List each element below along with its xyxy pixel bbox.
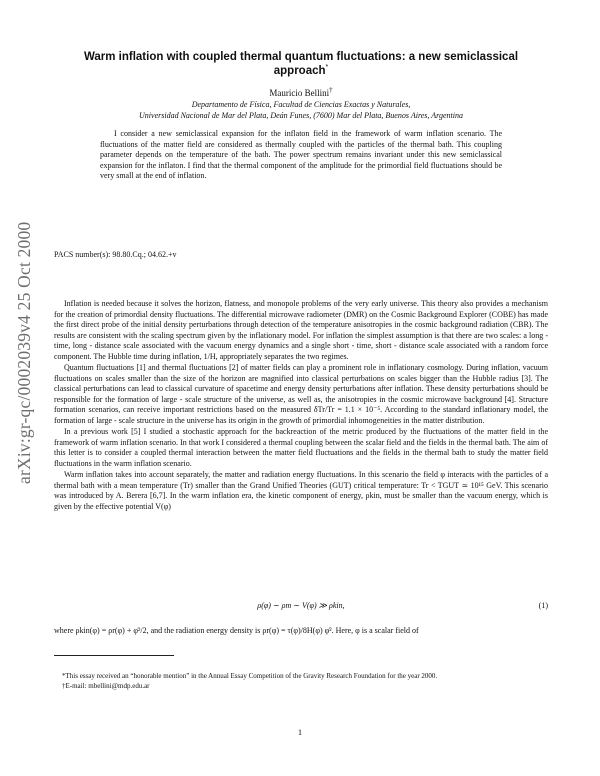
paragraph: Quantum fluctuations [1] and thermal fluctuations [2] of matter fields can play a prominent role in inflationary cosmology. During inflation, vacuum fluctuations on scales smaller than the size of the horizon are magnified into classical perturbations on scales bigger than the Hubble radius [3]. The classical perturbations can lead to classical curvature of spacetime and energy density perturbations after inflation. These density perturbations should be responsible for the formation of large - scale structure of the universe, as well as, the anisotropies in the cosmic microwave background [4]. Structure formation scenarios, can receive important restrictions based on the measured δTr/Tr = 1.1 × 10⁻⁵. According to the standard inflationary model, the formation of large - scale structure in the universe has its origin in the growth of primordial inhomogeneities in the matter distribution. <box>54 363 548 425</box>
paragraph: Warm inflation takes into account separately, the matter and radiation energy fluctuations. In this scenario the field φ interacts with the particles of a thermal bath with a mean temperature (Tr) smaller than the Grand Unified Theories (GUT) critical temperature: Tr < TGUT ≃ 10¹⁵ GeV. This scenario was introduced by A. Berera [6,7]. In the warm inflation era, the kinetic component of energy, ρkin, must be smaller than the vacuum energy, which is given by the effective potential V(φ) <box>54 470 548 511</box>
equation-number: (1) <box>538 601 548 610</box>
footnotes <box>54 672 548 691</box>
title-line-2: approach* <box>273 64 329 77</box>
arxiv-identifier: arXiv:gr-qc/0002039v4 25 Oct 2000 <box>14 221 34 484</box>
footnote-divider <box>54 655 174 656</box>
pacs-numbers: PACS number(s): 98.80.Cq.; 04.62.+v <box>54 250 177 259</box>
abstract: I consider a new semiclassical expansion for the inflaton field in the framework of warm inflation scenario. The fluctuations of the matter field are considered as thermally coupled with the particles of the thermal bath. This coupling parameter depends on the temperature of the bath. The power spectrum remains invariant under this new semiclassical expansion for the inflaton. I find that the thermal component of the amplitude for the primordial field fluctuations should be very small at the end of inflation. <box>100 129 502 181</box>
footnote-email: †E-mail: mbellini@mdp.edu.ar <box>62 681 150 690</box>
paper-title <box>60 50 542 78</box>
author-footnote-mark: † <box>329 86 333 94</box>
title-footnote-mark: * <box>325 64 329 72</box>
equation-1 <box>54 601 548 613</box>
footnote-essay: *This essay received an “honorable mention” in the Annual Essay Competition of the Gravity Research Foundation for the year 2000. <box>62 672 438 680</box>
paragraph: Inflation is needed because it solves the horizon, flatness, and monopole problems of the very early universe. This theory also provides a mechanism for the creation of primordial density fluctuations. The differential microwave radiometer (DMR) on the Cosmic Background Explorer (COBE) has made the first direct probe of the initial density perturbations through detection of the temperature anisotropies in the cosmic background radiation (CBR). The results are consistent with the scaling spectrum given by the inflationary model. For inflation the simplest assumption is that there are two scales: a long - time, long - distance scale associated with the vacuum energy dynamics and a single short - time, short - distance scale associated with a random force component. The Hubble time during inflation, 1/H, appropriately separates the two regimes. <box>54 299 548 361</box>
title-line-1: Warm inflation with coupled thermal quantum fluctuations: a new semiclassical <box>83 51 519 63</box>
post-equation-text: where ρkin(φ) = ρr(φ) + φ̇²/2, and the radiation energy density is ρr(φ) = τ(φ)/8H(φ) φ̇². Here, φ is a scalar field of <box>54 626 419 635</box>
page-number: 1 <box>297 727 303 737</box>
affiliation-line-2: Universidad Nacional de Mar del Plata, Deán Funes, (7600) Mar del Plata, Buenos Aires, Argentina <box>139 110 463 120</box>
paragraph: In a previous work [5] I studied a stochastic approach for the backreaction of the metric produced by the fluctuations of the matter field in the framework of warm inflation scenario. In that work I considered a thermal coupling between the scalar field and the fields in the thermal bath. The aim of this letter is to consider a coupled thermal interaction between the matter field fluctuations and the fields in the thermal bath to study the matter field fluctuations in the warm inflation scenario. <box>54 427 548 468</box>
author-name: Mauricio Bellini† <box>269 86 333 98</box>
affiliation-line-1: Departamento de Física, Facultad de Ciencias Exactas y Naturales, <box>191 100 411 109</box>
body-text <box>54 299 548 513</box>
equation-body: ρ(φ) ∼ ρm ∼ V(φ) ≫ ρkin, <box>257 601 345 610</box>
author-affiliation <box>60 100 542 121</box>
